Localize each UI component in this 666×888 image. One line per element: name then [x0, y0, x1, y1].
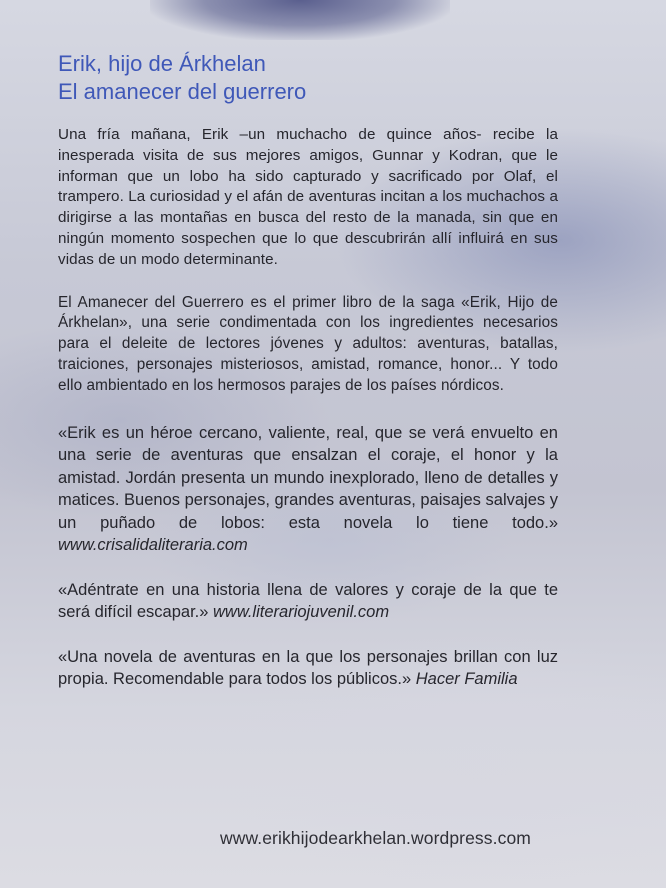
synopsis-paragraph-1: Una fría mañana, Erik –un muchacho de quince años- recibe la inesperada visita de sus mejores amigos, Gunnar y Kodran, que le informan que un lobo ha sido capturado y sacrificado por Olaf, el trampero. La curiosidad y el afán de aventuras incitan a los muchachos a dirigirse a las montañas en busca del resto de la manada, sin que en ningún momento sospechen que lo que descubrirán allí influirá en sus vidas de un modo determinante.: [58, 126, 558, 268]
review-3-quote: «Una novela de aventuras en la que los personajes brillan con luz propia. Recomendable para todos los públicos.»: [58, 647, 558, 689]
review-1-quote: «Erik es un héroe cercano, valiente, real, que se verá envuelto en una serie de aventuras que ensalzan el coraje, el honor y la amistad. Jordán presenta un mundo inexplorado, lleno de detalles y matices. Buenos personajes, grandes aventuras, paisajes salvajes y un puñado de lobos: esta novela lo tiene todo.»: [58, 423, 558, 532]
back-cover-text: [58, 50, 558, 691]
review-1: [58, 422, 558, 557]
cover-shadow: [150, 0, 450, 40]
review-2-quote: «Adéntrate en una historia llena de valores y coraje de la que te será difícil escapar.»: [58, 580, 558, 622]
review-3-source: Hacer Familia: [415, 670, 518, 689]
review-1-source: www.crisalidaliteraria.com: [58, 536, 248, 555]
review-3: [58, 646, 558, 691]
review-2-source: www.literariojuvenil.com: [213, 603, 390, 622]
synopsis-paragraph-2: El Amanecer del Guerrero es el primer libro de la saga «Erik, Hijo de Árkhelan», una serie condimentada con los ingredientes necesarios para el deleite de lectores jóvenes y adultos: aventuras, batallas, traiciones, personajes misteriosos, amistad, romance, honor... Y todo ello ambientado en los hermosos parajes de los países nórdicos.: [58, 293, 558, 394]
review-2: [58, 579, 558, 624]
book-title: El amanecer del guerrero: [58, 79, 307, 104]
series-title: Erik, hijo de Árkhelan: [58, 51, 266, 76]
footer-website: www.erikhijodearkhelan.wordpress.com: [220, 828, 531, 848]
